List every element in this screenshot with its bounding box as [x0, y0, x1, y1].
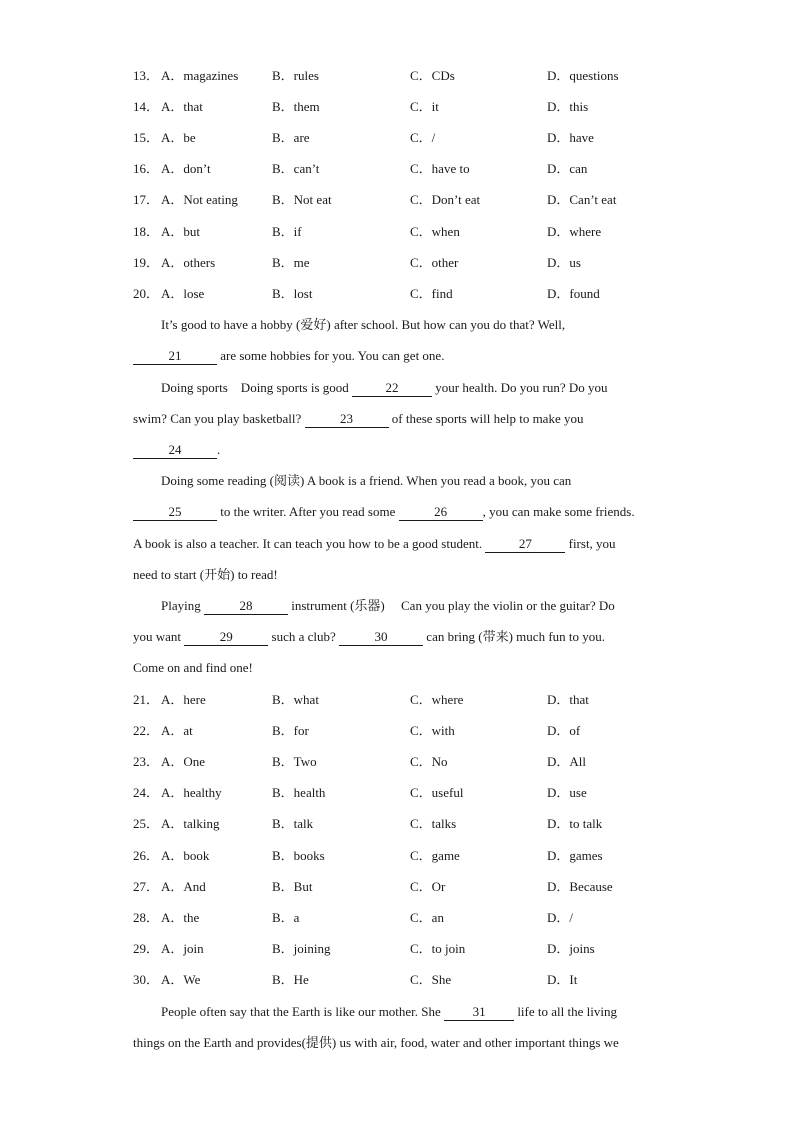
option-b: B．But: [272, 879, 313, 894]
question-number: 22．: [133, 723, 160, 738]
option-d: D．It: [547, 972, 578, 987]
passage-text: are some hobbies for you. You can get one.: [220, 348, 445, 363]
option-c: C．talks: [410, 816, 457, 831]
option-b: B．joining: [272, 941, 331, 956]
passage-line: [133, 627, 605, 647]
option-d: D．where: [547, 224, 602, 239]
option-a: A．but: [161, 224, 201, 239]
option-a: A．be: [161, 130, 196, 145]
option-c: C．when: [410, 224, 460, 239]
option-d: D．games: [547, 848, 603, 863]
option-a: A．Not eating: [161, 192, 238, 207]
option-a: A．the: [161, 910, 200, 925]
option-b: B．books: [272, 848, 325, 863]
option-c: C．Or: [410, 879, 446, 894]
passage-text: It’s good to have a hobby (爱好) after school. But how can you do that? Well,: [161, 317, 566, 332]
option-b: B．Two: [272, 754, 317, 769]
section-heading-playing: Playing: [161, 598, 201, 613]
passage-text: swim? Can you play basketball?: [133, 411, 302, 426]
passage2-line: [133, 1033, 619, 1053]
question-number: 14．: [133, 99, 160, 114]
option-b: B．lost: [272, 286, 313, 301]
option-a: A．that: [161, 99, 203, 114]
passage-line: [133, 502, 635, 522]
option-d: D．found: [547, 286, 600, 301]
passage-text: , you can make some friends.: [482, 504, 635, 519]
option-a: A．We: [161, 972, 201, 987]
option-c: C．it: [410, 99, 439, 114]
option-a: A．at: [161, 723, 193, 738]
option-c: C．find: [410, 286, 453, 301]
passage-line: [161, 378, 608, 398]
option-a: A．healthy: [161, 785, 222, 800]
blank-23: 23: [305, 410, 389, 428]
option-d: D．use: [547, 785, 587, 800]
option-b: B．can’t: [272, 161, 320, 176]
option-b: B．rules: [272, 68, 319, 83]
option-b: B．them: [272, 99, 320, 114]
passage-text: to the writer. After you read some: [220, 504, 396, 519]
question-number: 16．: [133, 161, 160, 176]
passage-text: People often say that the Earth is like our mother. She: [161, 1004, 441, 1019]
option-c: C．to join: [410, 941, 466, 956]
question-number: 25．: [133, 816, 160, 831]
option-c: C．useful: [410, 785, 464, 800]
option-a: A．lose: [161, 286, 205, 301]
option-d: D．Because: [547, 879, 613, 894]
option-b: B．He: [272, 972, 309, 987]
option-c: C．have to: [410, 161, 470, 176]
question-number: 20．: [133, 286, 160, 301]
question-number: 15．: [133, 130, 160, 145]
passage2-line: [161, 1002, 617, 1022]
option-a: A．others: [161, 255, 216, 270]
option-b: B．me: [272, 255, 310, 270]
passage-line: [133, 658, 253, 678]
option-d: D．to talk: [547, 816, 603, 831]
question-number: 18．: [133, 224, 160, 239]
blank-22: 22: [352, 379, 432, 397]
option-a: A．here: [161, 692, 206, 707]
question-number: 23．: [133, 754, 160, 769]
option-b: B．health: [272, 785, 326, 800]
option-c: C．where: [410, 692, 464, 707]
option-a: A．magazines: [161, 68, 239, 83]
option-b: B．are: [272, 130, 310, 145]
option-c: C．Don’t eat: [410, 192, 481, 207]
option-b: B．Not eat: [272, 192, 332, 207]
blank-31: 31: [444, 1003, 514, 1021]
passage-text: you want: [133, 629, 182, 644]
blank-21: 21: [133, 347, 217, 365]
option-c: C．other: [410, 255, 459, 270]
passage-line: [133, 409, 583, 429]
option-c: C．game: [410, 848, 460, 863]
option-b: B．for: [272, 723, 309, 738]
option-d: D．/: [547, 910, 574, 925]
passage-text: of these sports will help to make you: [391, 411, 584, 426]
question-number: 26．: [133, 848, 160, 863]
option-c: C．She: [410, 972, 452, 987]
question-number: 29．: [133, 941, 160, 956]
option-c: C．an: [410, 910, 444, 925]
question-number: 17．: [133, 192, 160, 207]
blank-27: 27: [485, 535, 565, 553]
question-number: 30．: [133, 972, 160, 987]
passage-line: [133, 565, 278, 585]
passage-line: [133, 346, 444, 366]
question-number: 28．: [133, 910, 160, 925]
option-a: A．And: [161, 879, 206, 894]
passage-text: such a club?: [271, 629, 336, 644]
option-d: D．that: [547, 692, 589, 707]
option-d: D．of: [547, 723, 581, 738]
option-d: D．Can’t eat: [547, 192, 617, 207]
passage-line: [161, 596, 615, 616]
option-a: A．book: [161, 848, 210, 863]
option-a: A．join: [161, 941, 204, 956]
question-number: 21．: [133, 692, 160, 707]
question-number: 19．: [133, 255, 160, 270]
option-a: A．One: [161, 754, 206, 769]
option-d: D．All: [547, 754, 587, 769]
option-a: A．talking: [161, 816, 220, 831]
blank-25: 25: [133, 503, 217, 521]
option-b: B．if: [272, 224, 302, 239]
option-d: D．can: [547, 161, 588, 176]
passage-line: [161, 471, 571, 491]
option-d: D．questions: [547, 68, 619, 83]
blank-24: 24: [133, 441, 217, 459]
passage-line: [133, 440, 220, 460]
passage-text: .: [217, 442, 221, 457]
option-d: D．us: [547, 255, 581, 270]
option-c: C．CDs: [410, 68, 455, 83]
blank-26: 26: [399, 503, 483, 521]
passage-text: things on the Earth and provides(提供) us with air, food, water and other important things we: [133, 1035, 619, 1050]
passage-text: need to start (开始) to read!: [133, 567, 278, 582]
passage-text: can bring (带来) much fun to you.: [426, 629, 606, 644]
blank-29: 29: [184, 628, 268, 646]
passage-line: [161, 315, 565, 335]
passage-text: Come on and find one!: [133, 660, 253, 675]
passage-text: life to all the living: [517, 1004, 617, 1019]
passage-text: first, you: [568, 536, 616, 551]
passage-text: A book is also a teacher. It can teach you how to be a good student.: [133, 536, 483, 551]
question-number: 24．: [133, 785, 160, 800]
blank-28: 28: [204, 597, 288, 615]
option-b: B．talk: [272, 816, 314, 831]
option-b: B．a: [272, 910, 300, 925]
blank-30: 30: [339, 628, 423, 646]
option-d: D．this: [547, 99, 589, 114]
option-c: C．with: [410, 723, 455, 738]
option-c: C．/: [410, 130, 436, 145]
option-a: A．don’t: [161, 161, 211, 176]
passage-line: [133, 534, 616, 554]
section-heading-sports: Doing sports Doing sports is good: [161, 380, 349, 395]
section-heading-reading: Doing some reading (阅读) A book is a friend. When you read a book, you can: [161, 473, 572, 488]
option-c: C．No: [410, 754, 448, 769]
question-number: 13．: [133, 68, 160, 83]
option-d: D．joins: [547, 941, 595, 956]
question-number: 27．: [133, 879, 160, 894]
passage-text: your health. Do you run? Do you: [435, 380, 608, 395]
option-b: B．what: [272, 692, 319, 707]
option-d: D．have: [547, 130, 594, 145]
passage-text: instrument (乐器) Can you play the violin or the guitar? Do: [291, 598, 615, 613]
